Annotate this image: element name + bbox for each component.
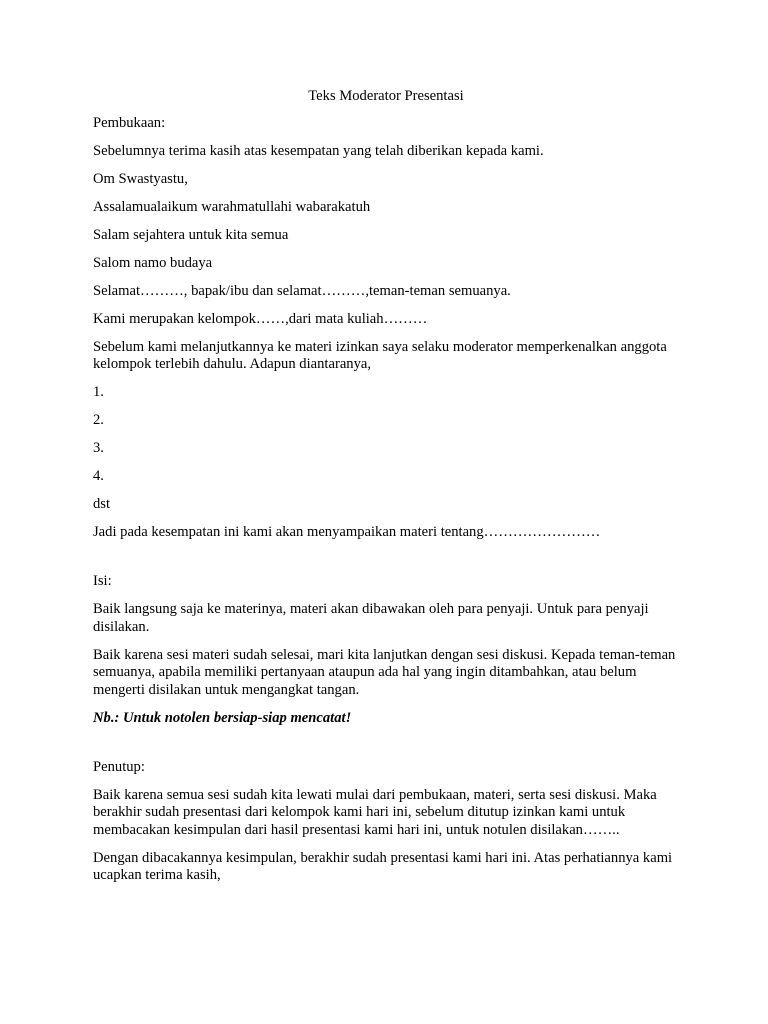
paragraph: Jadi pada kesempatan ini kami akan menyampaikan materi tentang……………………: [93, 524, 601, 540]
paragraph: Salom namo budaya: [93, 254, 213, 271]
list-item: 4.: [93, 468, 104, 484]
paragraph: Baik karena sesi materi sudah selesai, mari kita lanjutkan dengan sesi diskusi. Kepada teman-teman semuanya, apabila memiliki pertanyaan ataupun ada hal yang ingin ditambahkan, atau belum mengerti disilakan untuk mengangkat tangan.: [93, 646, 676, 698]
paragraph: Om Swastyastu,: [93, 170, 188, 187]
paragraph: Sebelumnya terima kasih atas kesempatan yang telah diberikan kepada kami.: [93, 142, 544, 159]
paragraph: Dengan dibacakannya kesimpulan, berakhir sudah presentasi kami hari ini. Atas perhatiannya kami ucapkan terima kasih,: [93, 849, 673, 883]
note-text: Nb.: Untuk notolen bersiap-siap mencatat!: [93, 709, 352, 726]
paragraph: Selamat………, bapak/ibu dan selamat………,teman-teman semuanya.: [93, 282, 511, 299]
list-item: 3.: [93, 440, 104, 456]
document-title: Teks Moderator Presentasi: [308, 88, 464, 104]
section-heading-penutup: Penutup:: [93, 758, 145, 775]
section-heading-pembukaan: Pembukaan:: [93, 114, 166, 131]
paragraph: Baik langsung saja ke materinya, materi akan dibawakan oleh para penyaji. Untuk para penyaji disilakan.: [93, 601, 649, 635]
list-item: dst: [93, 496, 111, 512]
paragraph: Baik karena semua sesi sudah kita lewati mulai dari pembukaan, materi, serta sesi diskusi. Maka berakhir sudah presentasi dari kelompok kami hari ini, sebelum ditutup izinkan kami untuk membacakan kesimpulan dari hasil presentasi kami hari ini, untuk notulen disilakan……..: [93, 786, 657, 838]
section-heading-isi: Isi:: [93, 573, 112, 589]
paragraph: Assalamualaikum warahmatullahi wabarakatuh: [93, 198, 371, 215]
blank-line: [93, 738, 679, 759]
paragraph: Kami merupakan kelompok……,dari mata kuliah………: [93, 310, 428, 327]
list-item: 1.: [93, 384, 104, 400]
document-page: [93, 88, 679, 895]
list-item: 2.: [93, 412, 104, 428]
paragraph: Sebelum kami melanjutkannya ke materi izinkan saya selaku moderator memperkenalkan anggota kelompok terlebih dahulu. Adapun diantaranya,: [93, 338, 667, 372]
paragraph: Salam sejahtera untuk kita semua: [93, 226, 289, 243]
blank-line: [93, 552, 679, 573]
